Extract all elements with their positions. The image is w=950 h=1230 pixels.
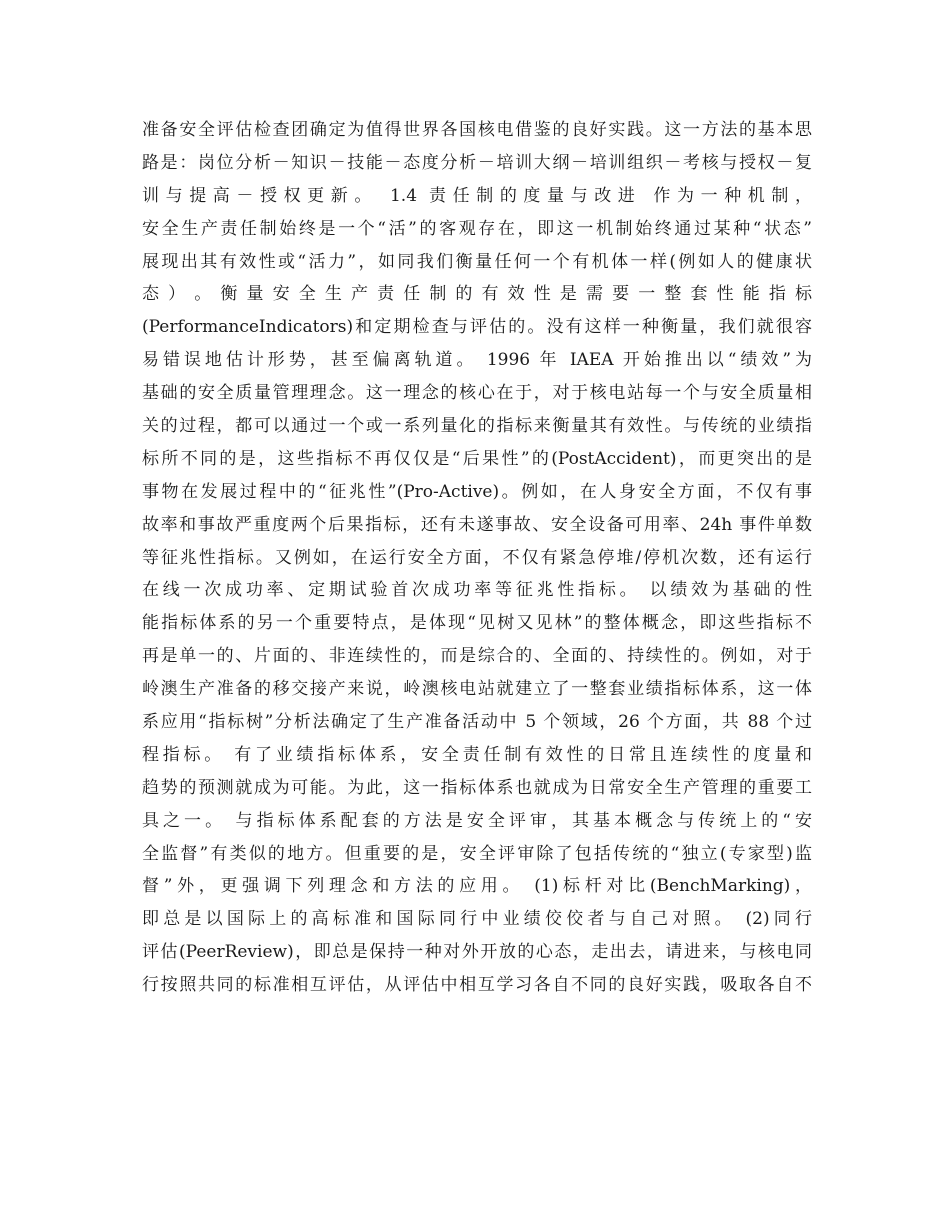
body-text — [142, 114, 812, 1002]
text-line: 易错误地估计形势，甚至偏离轨道。 1996 年 IAEA 开始推出以“绩效”为 — [142, 350, 812, 371]
text-line: (PerformanceIndicators)和定期检查与评估的。没有这样一种衡量，我们就很容 — [142, 317, 812, 338]
text-line: 程指标。 有了业绩指标体系，安全责任制有效性的日常且连续性的度量和 — [142, 744, 812, 765]
text-line: 安全生产责任制始终是一个“活”的客观存在，即这一机制始终通过某种“状态” — [142, 218, 812, 239]
text-line: 岭澳生产准备的移交接产来说，岭澳核电站就建立了一整套业绩指标体系，这一体 — [142, 679, 812, 700]
text-line: 趋势的预测就成为可能。为此，这一指标体系也就成为日常安全生产管理的重要工 — [142, 777, 812, 798]
text-line: 督”外，更强调下列理念和方法的应用。 (1)标杆对比(BenchMarking)， — [142, 876, 812, 897]
text-line: 故率和事故严重度两个后果指标，还有未遂事故、安全设备可用率、24h 事件单数 — [142, 514, 812, 535]
text-line: 即总是以国际上的高标准和国际同行中业绩佼佼者与自己对照。 (2)同行 — [142, 909, 812, 930]
text-line: 全监督”有类似的地方。但重要的是，安全评审除了包括传统的“独立(专家型)监 — [142, 843, 812, 864]
text-line: 具之一。 与指标体系配套的方法是安全评审，其基本概念与传统上的“安 — [142, 810, 812, 831]
text-line: 基础的安全质量管理理念。这一理念的核心在于，对于核电站每一个与安全质量相 — [142, 383, 812, 404]
text-line: 等征兆性指标。又例如，在运行安全方面，不仅有紧急停堆/停机次数，还有运行 — [142, 547, 812, 568]
text-line: 再是单一的、片面的、非连续性的，而是综合的、全面的、持续性的。例如，对于 — [142, 646, 812, 667]
text-line: 行按照共同的标准相互评估，从评估中相互学习各自不同的良好实践，吸取各自不 — [142, 975, 812, 996]
text-line: 态 ） 。 衡 量 安 全 生 产 责 任 制 的 有 效 性 是 需 要 一 整 套 性 能 指 标 — [142, 284, 812, 305]
text-line: 系应用“指标树”分析法确定了生产准备活动中 5 个领域，26 个方面，共 88 个过 — [142, 712, 812, 733]
text-line: 准备安全评估检查团确定为值得世界各国核电借鉴的良好实践。这一方法的基本思 — [142, 120, 812, 140]
text-line: 事物在发展过程中的“征兆性”(Pro-Active)。例如，在人身安全方面，不仅有事 — [142, 481, 812, 502]
text-line: 评估(PeerReview)，即总是保持一种对外开放的心态，走出去，请进来，与核电同 — [142, 942, 812, 963]
text-line: 标所不同的是，这些指标不再仅仅是“后果性”的(PostAccident)，而更突出的是 — [142, 448, 812, 469]
text-line: 展现出其有效性或“活力”，如同我们衡量任何一个有机体一样(例如人的健康状 — [142, 251, 812, 272]
text-line: 在线一次成功率、定期试验首次成功率等征兆性指标。 以绩效为基础的性 — [142, 580, 812, 601]
text-line: 路是：岗位分析－知识－技能－态度分析－培训大纲－培训组织－考核与授权－复 — [142, 152, 812, 173]
text-line: 关的过程，都可以通过一个或一系列量化的指标来衡量其有效性。与传统的业绩指 — [142, 416, 812, 437]
text-line: 训与提高－授权更新。 1.4 责任制的度量与改进 作为一种机制， — [142, 185, 812, 206]
text-line: 能指标体系的另一个重要特点，是体现“见树又见林”的整体概念，即这些指标不 — [142, 613, 812, 634]
